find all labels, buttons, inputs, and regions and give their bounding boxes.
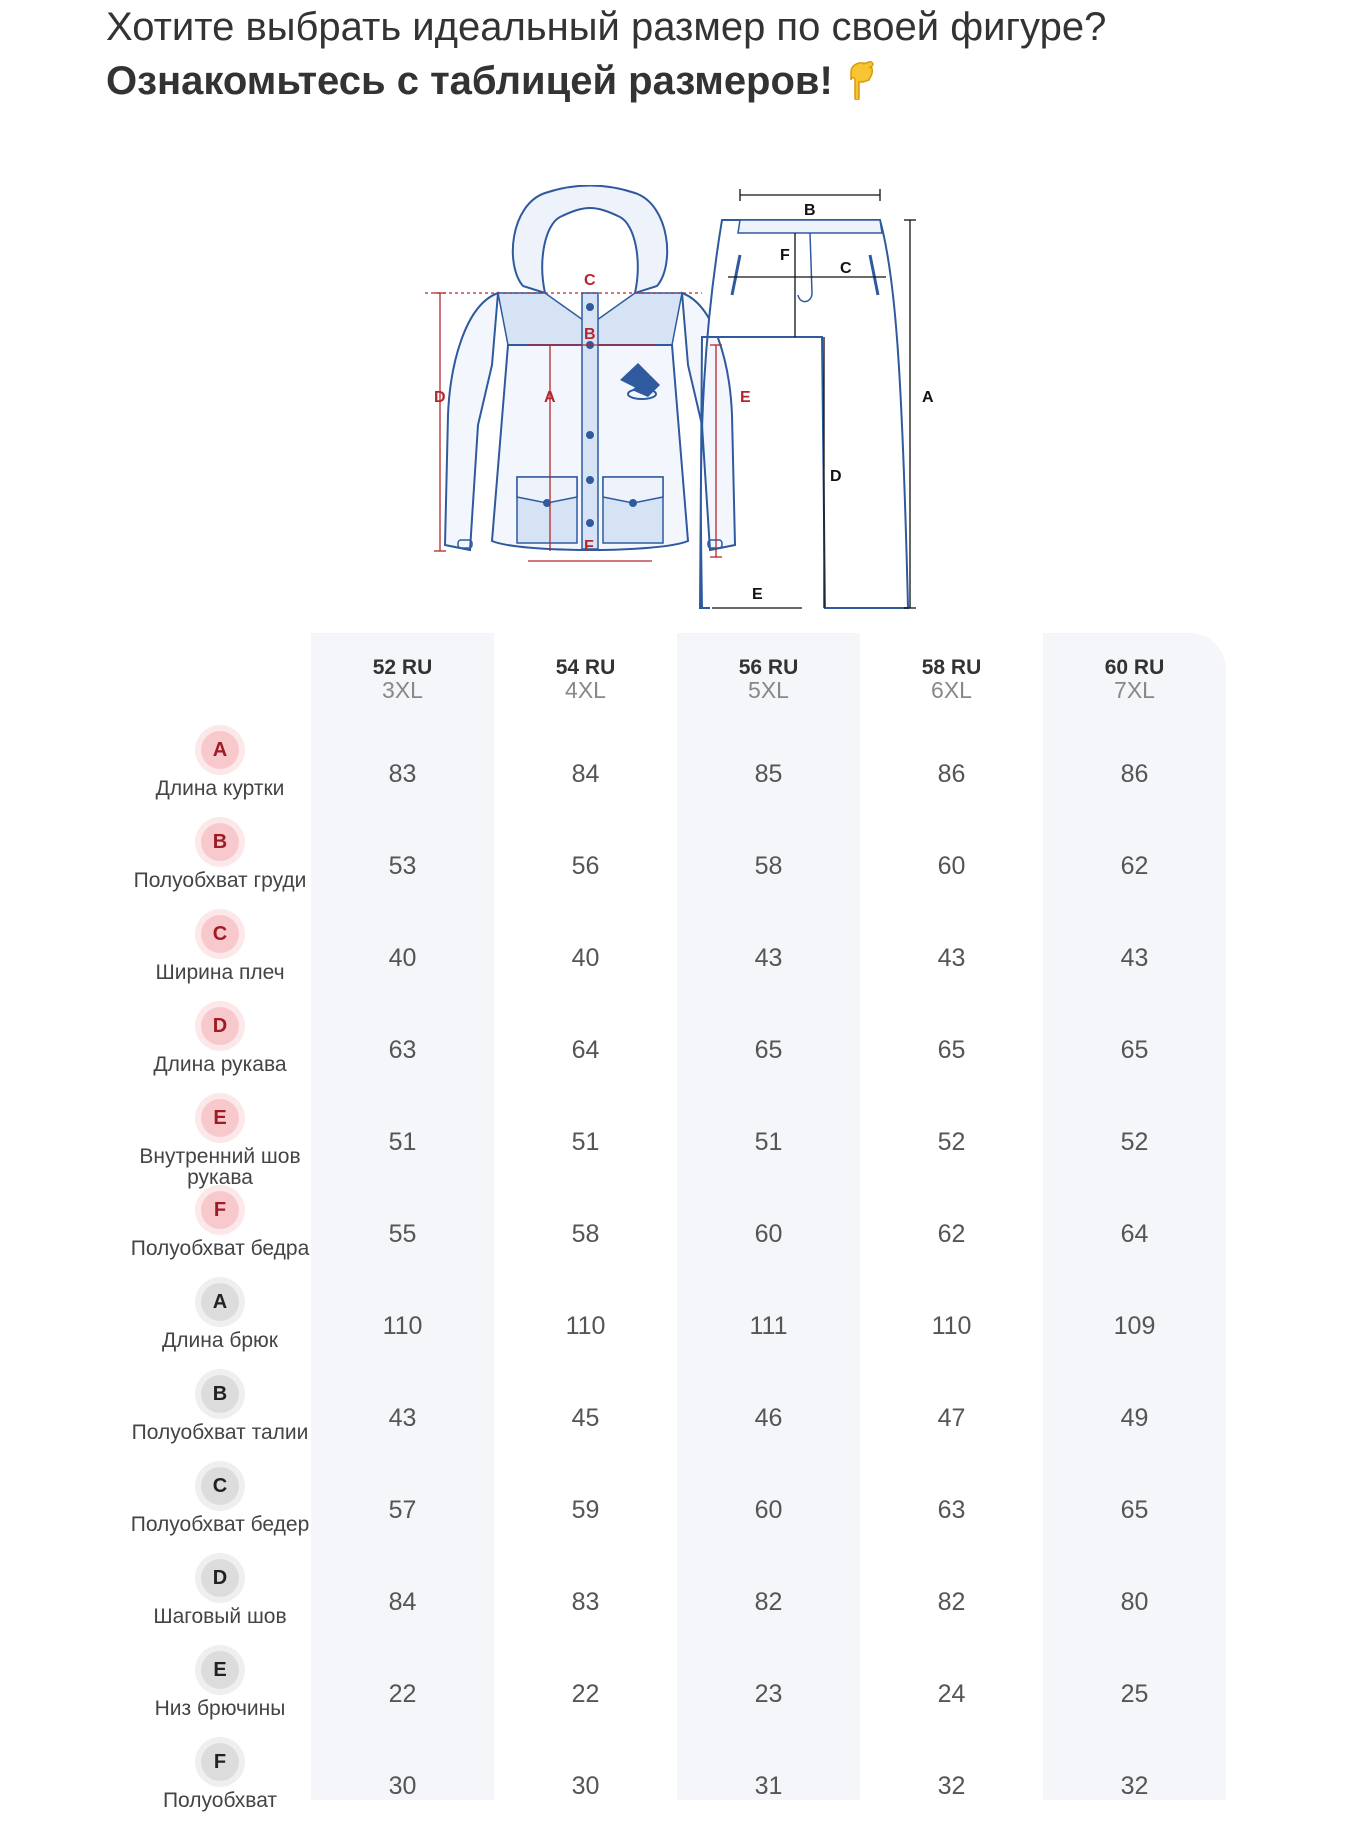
size-value-cell: 43 xyxy=(937,944,966,972)
pants-label-c: C xyxy=(840,260,852,277)
size-ru: 52 RU xyxy=(372,656,433,679)
size-value-cell: 43 xyxy=(754,944,783,972)
measure-letter-badge: F xyxy=(201,1743,239,1781)
size-value-cell: 110 xyxy=(565,1312,606,1340)
size-value-cell: 110 xyxy=(931,1312,972,1340)
size-value-cell: 30 xyxy=(571,1772,600,1800)
size-header-54 xyxy=(494,657,677,701)
jacket-label-c: C xyxy=(584,272,596,289)
row-label xyxy=(130,1283,310,1374)
size-intl: 7XL xyxy=(1114,677,1155,703)
size-value-cell: 58 xyxy=(754,852,783,880)
size-value-cell: 109 xyxy=(1113,1312,1156,1340)
size-intl: 3XL xyxy=(382,677,423,703)
size-value-cell: 62 xyxy=(937,1220,966,1248)
measure-letter-badge: E xyxy=(201,1651,239,1689)
size-column-bg xyxy=(311,633,494,1800)
size-value-cell: 32 xyxy=(937,1772,966,1800)
size-value-cell: 110 xyxy=(382,1312,423,1340)
measure-letter-badge: D xyxy=(201,1559,239,1597)
size-value-cell: 56 xyxy=(571,852,600,880)
measure-name: Полуобхват бедер xyxy=(130,1514,310,1536)
size-value-cell: 49 xyxy=(1120,1404,1149,1432)
jacket-label-f: F xyxy=(584,538,594,555)
jacket-label-e: E xyxy=(740,389,751,406)
size-value-cell: 51 xyxy=(571,1128,600,1156)
size-value-cell: 46 xyxy=(754,1404,783,1432)
size-header-52 xyxy=(311,657,494,701)
row-label xyxy=(130,1375,310,1466)
pointing-down-hand-icon xyxy=(843,58,875,114)
size-value-cell: 63 xyxy=(937,1496,966,1524)
measure-name: Длина брюк xyxy=(162,1330,278,1352)
size-value-cell: 60 xyxy=(937,852,966,880)
size-ru: 58 RU xyxy=(921,656,982,679)
measure-name: Ширина плеч xyxy=(155,962,285,984)
size-value-cell: 52 xyxy=(937,1128,966,1156)
size-value-cell: 57 xyxy=(388,1496,417,1524)
size-value-cell: 25 xyxy=(1120,1680,1149,1708)
size-value-cell: 64 xyxy=(571,1036,600,1064)
row-label xyxy=(130,915,310,1006)
size-value-cell: 43 xyxy=(388,1404,417,1432)
headline xyxy=(106,0,1106,114)
size-value-cell: 22 xyxy=(388,1680,417,1708)
size-value-cell: 22 xyxy=(571,1680,600,1708)
size-value-cell: 58 xyxy=(571,1220,600,1248)
size-value-cell: 51 xyxy=(754,1128,783,1156)
size-value-cell: 30 xyxy=(388,1772,417,1800)
measure-name: Длина куртки xyxy=(155,778,285,800)
pants-label-f: F xyxy=(780,247,790,264)
measure-letter-badge: A xyxy=(201,1283,239,1321)
pants-label-e: E xyxy=(752,586,763,603)
size-value-cell: 65 xyxy=(1120,1036,1149,1064)
size-value-cell: 55 xyxy=(388,1220,417,1248)
headline-cta-text: Ознакомьтесь с таблицей размеров! xyxy=(106,59,833,103)
measure-name: Низ брючины xyxy=(154,1698,286,1720)
size-value-cell: 60 xyxy=(754,1220,783,1248)
size-value-cell: 60 xyxy=(754,1496,783,1524)
measure-letter-badge: B xyxy=(201,1375,239,1413)
row-label xyxy=(130,1467,310,1558)
size-value-cell: 82 xyxy=(754,1588,783,1616)
row-label xyxy=(130,1743,310,1834)
measure-name: Полуобхват талии xyxy=(131,1422,309,1444)
garment-diagram xyxy=(410,185,950,625)
size-value-cell: 65 xyxy=(937,1036,966,1064)
size-value-cell: 64 xyxy=(1120,1220,1149,1248)
pants-label-a: A xyxy=(922,389,934,406)
size-value-cell: 65 xyxy=(1120,1496,1149,1524)
size-value-cell: 84 xyxy=(571,760,600,788)
size-value-cell: 84 xyxy=(388,1588,417,1616)
row-label xyxy=(130,731,310,822)
size-ru: 54 RU xyxy=(555,656,616,679)
size-value-cell: 23 xyxy=(754,1680,783,1708)
size-value-cell: 47 xyxy=(937,1404,966,1432)
size-column-bg xyxy=(1043,633,1226,1800)
measure-name: Шаговый шов xyxy=(153,1606,287,1628)
size-header-56 xyxy=(677,657,860,701)
headline-question: Хотите выбрать идеальный размер по своей фигуре? xyxy=(106,5,1107,49)
measure-letter-badge: E xyxy=(201,1099,239,1137)
size-value-cell: 83 xyxy=(388,760,417,788)
row-label xyxy=(130,1007,310,1098)
size-value-cell: 53 xyxy=(388,852,417,880)
size-value-cell: 86 xyxy=(937,760,966,788)
measure-letter-badge: F xyxy=(201,1191,239,1229)
measure-letter-badge: C xyxy=(201,1467,239,1505)
measure-name: Полуобхват xyxy=(162,1790,278,1812)
pants-label-b: B xyxy=(804,202,816,219)
row-label xyxy=(130,1559,310,1650)
size-header-60 xyxy=(1043,657,1226,701)
size-intl: 5XL xyxy=(748,677,789,703)
row-label xyxy=(130,1099,310,1190)
measure-name: Внутренний шов рукава xyxy=(139,1146,301,1189)
size-ru: 56 RU xyxy=(738,656,799,679)
size-column-bg xyxy=(677,633,860,1800)
size-value-cell: 31 xyxy=(754,1772,783,1800)
size-value-cell: 63 xyxy=(388,1036,417,1064)
size-value-cell: 24 xyxy=(937,1680,966,1708)
size-value-cell: 52 xyxy=(1120,1128,1149,1156)
size-value-cell: 32 xyxy=(1120,1772,1149,1800)
size-intl: 6XL xyxy=(931,677,972,703)
jacket-left-sleeve xyxy=(445,293,498,550)
size-value-cell: 80 xyxy=(1120,1588,1149,1616)
size-intl: 4XL xyxy=(565,677,606,703)
pants-label-d: D xyxy=(830,468,842,485)
size-value-cell: 86 xyxy=(1120,760,1149,788)
measure-letter-badge: B xyxy=(201,823,239,861)
measure-letter-badge: C xyxy=(201,915,239,953)
size-value-cell: 62 xyxy=(1120,852,1149,880)
size-value-cell: 43 xyxy=(1120,944,1149,972)
jacket-label-a: A xyxy=(544,389,556,406)
size-value-cell: 40 xyxy=(388,944,417,972)
size-value-cell: 45 xyxy=(571,1404,600,1432)
row-label xyxy=(130,1651,310,1742)
measure-letter-badge: D xyxy=(201,1007,239,1045)
measure-name: Длина рукава xyxy=(153,1054,287,1076)
size-value-cell: 85 xyxy=(754,760,783,788)
size-value-cell: 59 xyxy=(571,1496,600,1524)
jacket-label-b: B xyxy=(584,326,596,343)
headline-cta xyxy=(106,54,1106,114)
size-value-cell: 82 xyxy=(937,1588,966,1616)
measure-name: Полуобхват груди xyxy=(133,870,307,892)
size-value-cell: 65 xyxy=(754,1036,783,1064)
jacket-label-d: D xyxy=(434,389,446,406)
measure-name: Полуобхват бедра xyxy=(130,1238,310,1260)
measure-letter-badge: A xyxy=(201,731,239,769)
row-label xyxy=(130,823,310,914)
size-value-cell: 40 xyxy=(571,944,600,972)
size-ru: 60 RU xyxy=(1104,656,1165,679)
size-value-cell: 111 xyxy=(749,1312,788,1340)
row-label xyxy=(130,1191,310,1282)
size-header-58 xyxy=(860,657,1043,701)
size-value-cell: 83 xyxy=(571,1588,600,1616)
size-value-cell: 51 xyxy=(388,1128,417,1156)
